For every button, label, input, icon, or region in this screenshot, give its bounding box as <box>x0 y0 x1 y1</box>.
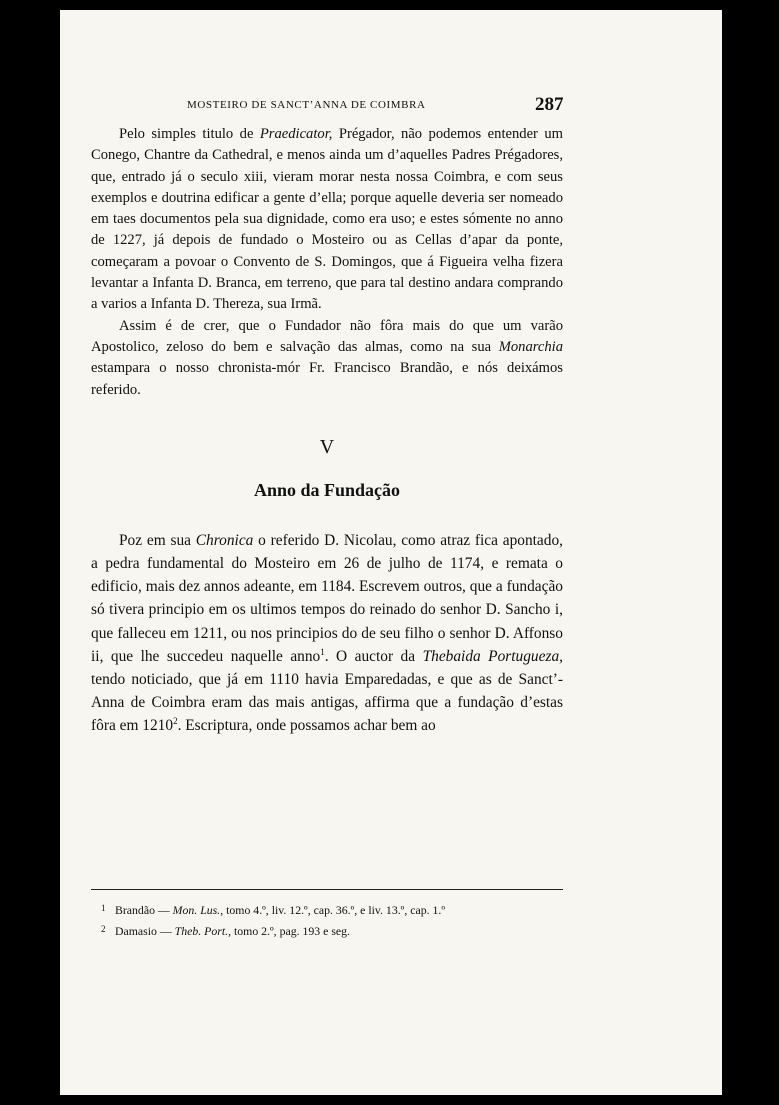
text-run: . Escriptura, onde possamos achar bem ao <box>177 717 436 735</box>
italic-term: Monarchia <box>498 338 563 355</box>
footnote-2 <box>91 920 563 941</box>
text-run: , que lhe succedeu naquelle anno <box>99 647 321 665</box>
text-run: Assim é de crer, que o Fundador não fôra mais do que um varão Apostolico, zeloso do bem e salvação das almas, como na sua <box>91 317 563 355</box>
section-numeral: V <box>319 435 335 458</box>
italic-term: Praedicator, <box>259 126 333 142</box>
paragraph-fundador <box>91 316 563 401</box>
roman-numeral: ii <box>91 647 100 665</box>
text-run: Damasio — <box>115 924 175 938</box>
footnote-mark: 1 <box>101 903 106 913</box>
paragraph-anno-fundacao <box>91 529 563 738</box>
italic-term: Chronica <box>195 531 254 549</box>
footnote-mark: 2 <box>101 924 106 934</box>
footnote-reference: 1 <box>320 646 325 657</box>
book-page <box>60 10 722 1095</box>
text-run: , tomo 4.º, liv. 12.º, cap. 36.º, e liv. 13.º, cap. 1.º <box>220 903 446 917</box>
roman-numeral: xiii <box>243 168 264 185</box>
text-run: Poz em sua <box>119 531 196 549</box>
italic-term: Mon. Lus. <box>172 903 221 917</box>
text-run: Prégador, não podemos entender um Conego, Chantre da Cathedral, e menos ainda um d’aquelles Padres Prégadores, que, entrado já o seculo <box>91 126 563 185</box>
page-body <box>91 124 563 738</box>
paragraph-praedicator <box>91 124 563 316</box>
roman-numeral: i <box>554 601 560 619</box>
footnotes <box>91 899 563 941</box>
text-run: o referido D. Nicolau, como atraz fica apontado, a pedra fundamental do Mosteiro em 26 de julho de 1174, e remata o edificio, mais dez annos adeante, em 1184. Escrevem outros, que a fundação só tivera principio em os ultimos tempos do reinado do senhor D. Sancho <box>91 531 564 619</box>
footnote-1 <box>91 899 563 920</box>
running-title: MOSTEIRO DE SANCT’ANNA DE COIMBRA <box>187 99 426 111</box>
page-number: 287 <box>535 94 564 115</box>
section-title: Anno da Fundação <box>253 479 401 500</box>
text-run: estampara o nosso chronista-mór Fr. Francisco Brandão, e nós deixámos referido. <box>91 360 563 398</box>
text-run: . O auctor da <box>324 647 423 665</box>
footnote-reference: 2 <box>173 716 178 727</box>
text-run: Pelo simples titulo de <box>119 126 260 142</box>
text-run: tendo noticiado, que já em 1110 havia Emparedadas, e que as de Sanct’-Anna de Coimbra eram das mais antigas, affirma que a fundação d’estas fôra em 1210 <box>91 671 563 735</box>
italic-term: Theb. Port. <box>174 924 229 938</box>
text-run: , vieram morar nesta nossa Coimbra, e com seus exemplos e doutrina edificar a gente d’ella; porque aquelle deveria ser nomeado em taes documentos pela sua dignidade, como era uso; e estes sómente no anno de 1227, já depois de fundado o Mosteiro ou as Cellas d’apar da ponte, começaram a povoar o Convento de S. Domingos, que á Figueira velha fizera levantar a Infanta D. Branca, em terreno, que para tal destino andara comprando a varios a Infanta D. Thereza, sua Irmã. <box>91 168 563 313</box>
footnote-divider <box>91 889 563 890</box>
text-run: , tomo 2.º, pag. 193 e seg. <box>228 924 351 938</box>
text-run: , que falleceu em 1211, ou nos principios do de seu filho o senhor D. Affonso <box>91 601 563 642</box>
text-run: Brandão — <box>115 903 173 917</box>
italic-term: Thebaida Portugueza, <box>422 647 563 665</box>
